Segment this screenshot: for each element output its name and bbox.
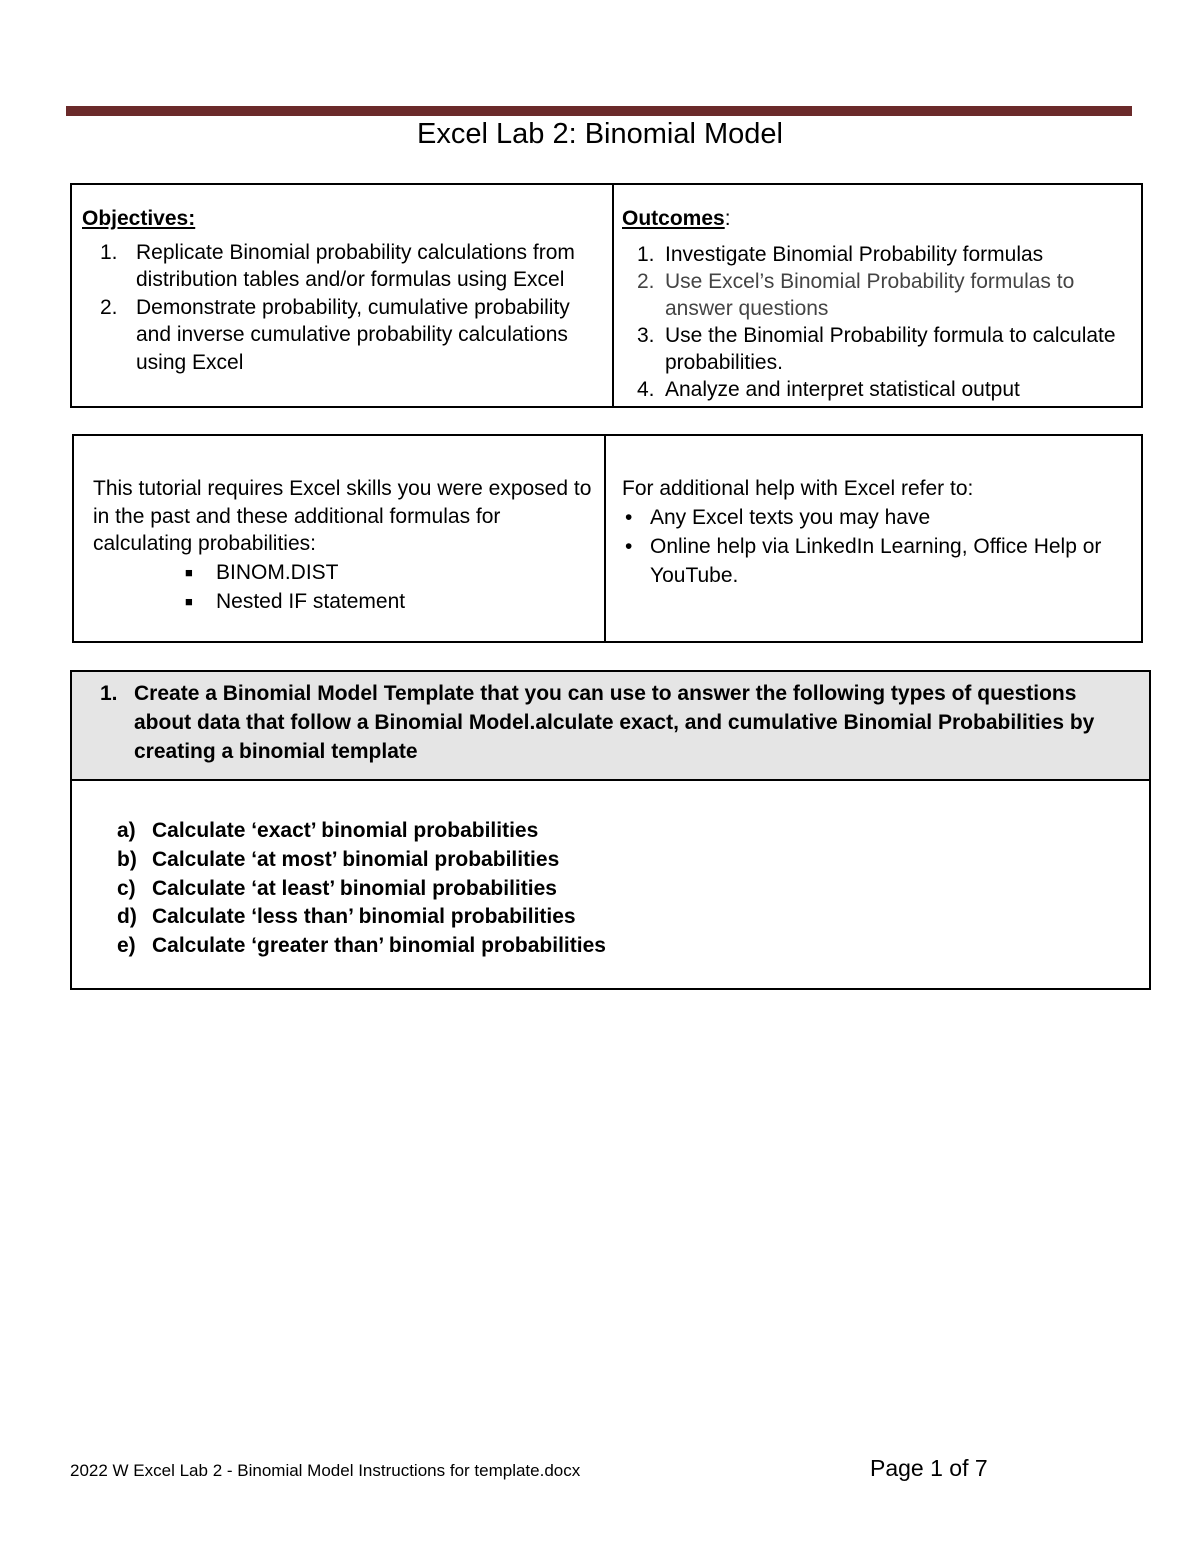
objectives-section <box>82 205 602 376</box>
task-item-label: e) <box>117 934 136 958</box>
requirement-item <box>93 587 593 616</box>
outcome-text: Use the Binomial Probability formula to calculate probabilities. <box>665 323 1116 374</box>
outcome-item <box>622 268 1132 322</box>
footer-filename: 2022 W Excel Lab 2 - Binomial Model Instructions for template.docx <box>70 1461 581 1480</box>
outcome-item <box>622 241 1132 268</box>
objectives-heading: Objectives: <box>82 207 196 230</box>
square-bullet-icon: ■ <box>185 564 193 580</box>
task-item-label: b) <box>117 847 137 871</box>
table-divider <box>604 436 606 641</box>
task-table <box>70 670 1151 990</box>
outcome-number: 3. <box>637 323 655 347</box>
task-item-text: Calculate ‘exact’ binomial probabilities <box>152 819 539 842</box>
outcome-text: Investigate Binomial Probability formulas <box>665 242 1044 266</box>
outcome-number: 4. <box>637 377 655 401</box>
help-text: Online help via LinkedIn Learning, Office Help or YouTube. <box>650 534 1102 587</box>
dot-bullet-icon: • <box>625 505 633 529</box>
outcome-number: 2. <box>637 269 655 293</box>
task-item-label: d) <box>117 905 137 929</box>
requirement-item <box>93 558 593 587</box>
task-item <box>72 932 606 961</box>
task-item-text: Calculate ‘less than’ binomial probabilities <box>152 905 576 929</box>
requirement-text: Nested IF statement <box>216 589 406 613</box>
outcomes-heading: Outcomes <box>622 207 725 230</box>
square-bullet-icon: ■ <box>185 593 193 609</box>
outcomes-heading-row <box>622 205 1132 233</box>
requirement-text: BINOM.DIST <box>216 560 339 584</box>
requirements-section <box>93 475 593 616</box>
task-item-text: Calculate ‘at most’ binomial probabilities <box>152 847 560 871</box>
outcome-text: Analyze and interpret statistical output <box>665 377 1020 401</box>
outcome-item <box>622 322 1132 376</box>
task-heading: Create a Binomial Model Template that you can use to answer the following types of questions about data that follow a Binomial Model.alculate exact, and cumulative Binomial Probabilities by creating a binomial template <box>134 682 1095 763</box>
footer-page-number: Page 1 of 7 <box>870 1455 988 1481</box>
requirements-help-table <box>72 434 1143 643</box>
task-header <box>72 672 1149 781</box>
outcomes-heading-colon: : <box>724 207 731 230</box>
task-item-label: a) <box>117 819 136 842</box>
table-divider <box>612 185 614 406</box>
objectives-outcomes-table <box>70 183 1143 408</box>
objective-text: Demonstrate probability, cumulative probability and inverse cumulative probability calculations using Excel <box>136 295 570 374</box>
outcome-text: Use Excel’s Binomial Probability formulas to answer questions <box>665 269 1075 320</box>
task-item <box>72 903 606 932</box>
outcome-number: 1. <box>637 242 655 266</box>
help-text: Any Excel texts you may have <box>650 505 931 529</box>
outcome-item <box>622 376 1132 403</box>
task-item <box>72 817 606 846</box>
task-item-text: Calculate ‘at least’ binomial probabilities <box>152 876 557 900</box>
task-number: 1. <box>100 682 118 705</box>
task-list <box>72 817 606 961</box>
objective-number: 1. <box>100 240 118 264</box>
task-item <box>72 846 606 875</box>
help-item <box>622 503 1137 532</box>
page-title: Excel Lab 2: Binomial Model <box>417 118 783 150</box>
requirements-intro: This tutorial requires Excel skills you were exposed to in the past and these additional formulas for calculating probabilities: <box>93 477 592 555</box>
task-item <box>72 875 606 904</box>
task-item-label: c) <box>117 876 136 900</box>
objective-number: 2. <box>100 295 118 319</box>
header-rule <box>66 106 1132 116</box>
outcomes-section <box>622 205 1132 403</box>
objective-item <box>82 294 602 377</box>
help-intro: For additional help with Excel refer to: <box>622 477 974 500</box>
objective-text: Replicate Binomial probability calculations from distribution tables and/or formulas using Excel <box>136 240 575 291</box>
help-item <box>622 532 1137 590</box>
help-section <box>622 475 1137 590</box>
task-item-text: Calculate ‘greater than’ binomial probabilities <box>152 934 606 958</box>
objective-item <box>82 239 602 294</box>
dot-bullet-icon: • <box>625 534 633 558</box>
